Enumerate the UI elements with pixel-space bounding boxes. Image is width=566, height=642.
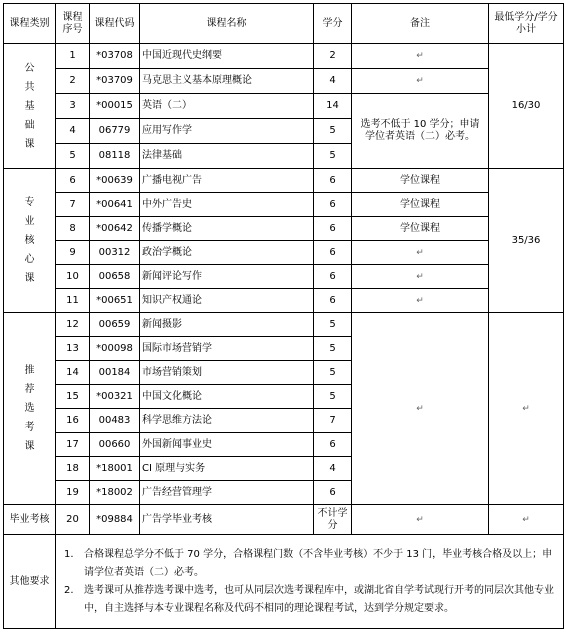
row-seq: 10 (56, 265, 90, 289)
table-row (4, 193, 564, 217)
row-credits: 14 (314, 94, 352, 119)
header-min-credits: 最低学分/学分小计 (489, 4, 564, 44)
paragraph-mark-icon: ↵ (522, 403, 530, 414)
requirement-item: 2. 选考课可从推荐选考课中选考，也可从同层次选考课程库中，或湖北省自学考试现行开考的同层次其他专业中，自主选择与本专业课程名称及代码不相同的理论课程考试，达到学分规定要求。 (64, 584, 554, 614)
row-credits: 4 (314, 69, 352, 94)
row-code: 00660 (90, 433, 140, 457)
table-row (4, 217, 564, 241)
row-seq: 8 (56, 217, 90, 241)
row-seq: 7 (56, 193, 90, 217)
recommended-remark (352, 313, 489, 505)
row-code: *00642 (90, 217, 140, 241)
row-code: *18002 (90, 481, 140, 505)
paragraph-mark-icon: ↵ (416, 514, 424, 525)
row-code: *00015 (90, 94, 140, 119)
row-name: 科学思维方法论 (140, 409, 314, 433)
requirement-item: 1. 合格课程总学分不低于 70 学分，合格课程门数（不含毕业考核）不少于 13 门，毕业考核合格及以上；申请学位者英语（二）必考。 (64, 548, 553, 578)
row-credits: 5 (314, 144, 352, 169)
row-remark (352, 69, 489, 94)
row-name: 国际市场营销学 (140, 337, 314, 361)
row-name: 中国文化概论 (140, 385, 314, 409)
row-code: 08118 (90, 144, 140, 169)
paragraph-mark-icon: ↵ (416, 51, 424, 61)
row-name: 政治学概论 (140, 241, 314, 265)
other-requirements-content (56, 535, 564, 629)
table-row (4, 505, 564, 535)
row-remark (352, 289, 489, 313)
row-seq: 17 (56, 433, 90, 457)
row-credits: 4 (314, 457, 352, 481)
row-code: *00098 (90, 337, 140, 361)
row-name: 广播电视广告 (140, 169, 314, 193)
table-row (4, 94, 564, 119)
header-credits: 学分 (314, 4, 352, 44)
row-name: 英语（二） (140, 94, 314, 119)
row-credits: 5 (314, 337, 352, 361)
row-code: *03708 (90, 44, 140, 69)
row-seq: 18 (56, 457, 90, 481)
row-remark (352, 44, 489, 69)
header-row (4, 4, 564, 44)
paragraph-mark-icon: ↵ (416, 271, 424, 282)
row-name: 中外广告史 (140, 193, 314, 217)
row-name: 外国新闻事业史 (140, 433, 314, 457)
row-name: 马克思主义基本原理概论 (140, 69, 314, 94)
other-requirements-label: 其他要求 (4, 535, 56, 629)
other-requirements-row (4, 535, 564, 629)
group-graduation: 毕业考核 (4, 505, 56, 535)
row-credits: 不计学分 (314, 505, 352, 535)
row-credits: 6 (314, 289, 352, 313)
row-seq: 4 (56, 119, 90, 144)
row-code: 00312 (90, 241, 140, 265)
recommended-total (489, 313, 564, 505)
header-seq: 课程序号 (56, 4, 90, 44)
row-seq: 15 (56, 385, 90, 409)
row-credits: 7 (314, 409, 352, 433)
row-remark (352, 265, 489, 289)
row-name: 市场营销策划 (140, 361, 314, 385)
row-credits: 2 (314, 44, 352, 69)
row-seq: 20 (56, 505, 90, 535)
table-row (4, 313, 564, 337)
header-category: 课程类别 (4, 4, 56, 44)
row-name: 新闻评论写作 (140, 265, 314, 289)
row-code: *00651 (90, 289, 140, 313)
row-name: 传播学概论 (140, 217, 314, 241)
paragraph-mark-icon: ↵ (416, 76, 424, 86)
row-name: 法律基础 (140, 144, 314, 169)
row-seq: 2 (56, 69, 90, 94)
row-credits: 6 (314, 433, 352, 457)
row-credits: 6 (314, 169, 352, 193)
table-row (4, 169, 564, 193)
row-remark: 学位课程 (352, 193, 489, 217)
row-credits: 6 (314, 241, 352, 265)
table-row (4, 265, 564, 289)
row-code: 00184 (90, 361, 140, 385)
row-remark (352, 241, 489, 265)
row-seq: 6 (56, 169, 90, 193)
paragraph-mark-icon: ↵ (522, 514, 530, 525)
group-public: 公共基础课 (4, 44, 56, 169)
row-code: *18001 (90, 457, 140, 481)
row-code: 00658 (90, 265, 140, 289)
row-credits: 5 (314, 313, 352, 337)
row-name: 中国近现代史纲要 (140, 44, 314, 69)
header-code: 课程代码 (90, 4, 140, 44)
table-row (4, 289, 564, 313)
row-code: *00641 (90, 193, 140, 217)
row-credits: 6 (314, 265, 352, 289)
row-seq: 13 (56, 337, 90, 361)
row-seq: 16 (56, 409, 90, 433)
row-seq: 9 (56, 241, 90, 265)
row-name: 新闻摄影 (140, 313, 314, 337)
row-code: *03709 (90, 69, 140, 94)
graduation-total (489, 505, 564, 535)
row-name: 知识产权通论 (140, 289, 314, 313)
row-remark: 学位课程 (352, 169, 489, 193)
row-seq: 12 (56, 313, 90, 337)
paragraph-mark-icon: ↵ (416, 247, 424, 258)
row-credits: 6 (314, 481, 352, 505)
public-note: 选考不低于 10 学分；申请学位者英语（二）必考。 (352, 94, 489, 169)
row-code: 00483 (90, 409, 140, 433)
row-remark: 学位课程 (352, 217, 489, 241)
major-total: 35/36 (489, 169, 564, 313)
row-name: CI 原理与实务 (140, 457, 314, 481)
header-remark: 备注 (352, 4, 489, 44)
paragraph-mark-icon: ↵ (416, 295, 424, 306)
table-row (4, 241, 564, 265)
row-name: 应用写作学 (140, 119, 314, 144)
row-name: 广告学毕业考核 (140, 505, 314, 535)
row-seq: 5 (56, 144, 90, 169)
row-seq: 14 (56, 361, 90, 385)
curriculum-table (3, 3, 564, 629)
table-row (4, 44, 564, 69)
header-name: 课程名称 (140, 4, 314, 44)
public-total: 16/30 (489, 44, 564, 169)
row-seq: 3 (56, 94, 90, 119)
group-major-core: 专业核心课 (4, 169, 56, 313)
row-seq: 11 (56, 289, 90, 313)
table-row (4, 69, 564, 94)
row-code: 06779 (90, 119, 140, 144)
row-credits: 6 (314, 217, 352, 241)
row-seq: 1 (56, 44, 90, 69)
row-code: *00321 (90, 385, 140, 409)
row-credits: 5 (314, 361, 352, 385)
row-credits: 5 (314, 119, 352, 144)
row-code: *00639 (90, 169, 140, 193)
row-code: *09884 (90, 505, 140, 535)
row-code: 00659 (90, 313, 140, 337)
row-name: 广告经营管理学 (140, 481, 314, 505)
row-remark (352, 505, 489, 535)
row-credits: 6 (314, 193, 352, 217)
paragraph-mark-icon: ↵ (416, 403, 424, 414)
row-seq: 19 (56, 481, 90, 505)
row-credits: 5 (314, 385, 352, 409)
group-recommended: 推荐选考课 (4, 313, 56, 505)
